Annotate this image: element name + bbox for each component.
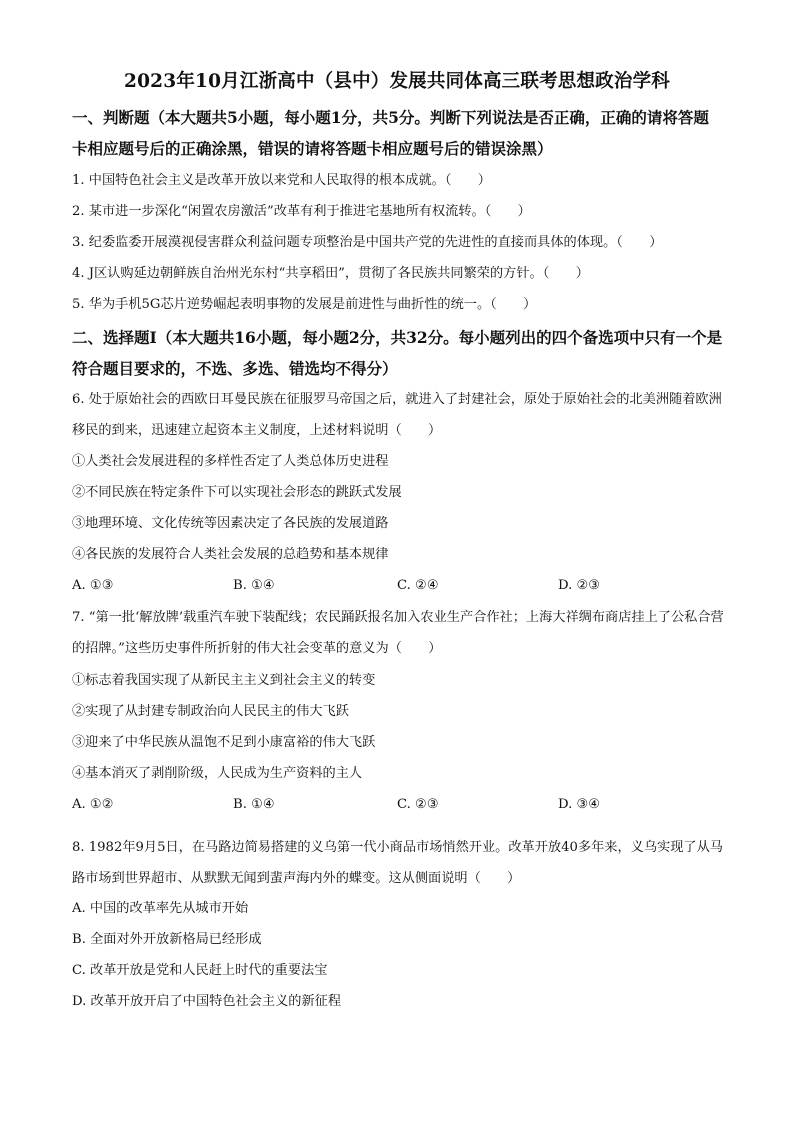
judgment-2: 2. 某市进一步深化“闲置农房激活”改革有利于推进宅基地所有权流转。（ ）: [72, 204, 531, 219]
question-6-option-b: B. ①④: [233, 578, 275, 593]
question-6-option-a: A. ①③: [72, 578, 114, 593]
question-7-option-a: A. ①②: [72, 797, 114, 812]
question-8-option-a: A. 中国的改革率先从城市开始: [72, 901, 249, 916]
question-7-item-4: ④基本消灭了剥削阶级，人民成为生产资料的主人: [72, 766, 363, 781]
question-6-options: [72, 576, 732, 596]
judgment-5: 5. 华为手机5G芯片逆势崛起表明事物的发展是前进性与曲折性的统一。（ ）: [72, 297, 537, 312]
question-7-stem: 7. “第一批‘解放牌’载重汽车驶下装配线；农民踊跃报名加入农业生产合作社；上海大祥绸布商店挂上了公私合营的招牌。”这些历史事件所折射的伟大社会变革的意义为（ ）: [72, 610, 724, 656]
question-6-item-4: ④各民族的发展符合人类社会发展的总趋势和基本规律: [72, 547, 389, 562]
section-1-heading: 一、判断题（本大题共5小题，每小题1分，共5分。判断下列说法是否正确，正确的请将答题卡相应题号后的正确涂黑，错误的请将答题卡相应题号后的错误涂黑）: [72, 108, 709, 158]
question-6-item-3: ③地理环境、文化传统等因素决定了各民族的发展道路: [72, 516, 389, 531]
question-8-option-b: B. 全面对外开放新格局已经形成: [72, 932, 262, 947]
judgment-4: 4. J区认购延边朝鲜族自治州光东村“共享稻田”，贯彻了各民族共同繁荣的方针。（ ）: [72, 266, 589, 281]
judgment-3: 3. 纪委监委开展漠视侵害群众利益问题专项整治是中国共产党的先进性的直接而具体的体现。（ ）: [72, 235, 663, 250]
question-6-option-d: D. ②③: [558, 578, 601, 593]
question-7-option-d: D. ③④: [558, 797, 601, 812]
question-7-option-b: B. ①④: [233, 797, 275, 812]
question-6-stem: 6. 处于原始社会的西欧日耳曼民族在征服罗马帝国之后，就进入了封建社会，原处于原始社会的北美洲随着欧洲移民的到来，迅速建立起资本主义制度，上述材料说明（ ）: [72, 392, 722, 438]
question-7-option-c: C. ②③: [397, 797, 439, 812]
question-7-options: [72, 795, 732, 815]
section-2-heading: 二、选择题Ⅰ（本大题共16小题，每小题2分，共32分。每小题列出的四个备选项中只有一个是符合题目要求的，不选、多选、错选均不得分）: [72, 328, 723, 378]
question-7-item-2: ②实现了从封建专制政治向人民民主的伟大飞跃: [72, 704, 349, 719]
question-8-option-d: D. 改革开放开启了中国特色社会主义的新征程: [72, 994, 342, 1009]
judgment-1: 1. 中国特色社会主义是改革开放以来党和人民取得的根本成就。（ ）: [72, 173, 491, 188]
question-6-item-2: ②不同民族在特定条件下可以实现社会形态的跳跃式发展: [72, 485, 402, 500]
question-7-item-3: ③迎来了中华民族从温饱不足到小康富裕的伟大飞跃: [72, 735, 376, 750]
question-6-item-1: ①人类社会发展进程的多样性否定了人类总体历史进程: [72, 454, 389, 469]
question-8-stem: 8. 1982年9月5日，在马路边简易搭建的义乌第一代小商品市场悄然开业。改革开放40多年来，义乌实现了从马路市场到世界超市、从默默无闻到蜚声海内外的蝶变。这从侧面说明（ ）: [72, 840, 723, 886]
question-7-item-1: ①标志着我国实现了从新民主主义到社会主义的转变: [72, 673, 376, 688]
question-6-option-c: C. ②④: [397, 578, 439, 593]
question-8-option-c: C. 改革开放是党和人民赶上时代的重要法宝: [72, 963, 328, 978]
exam-title: 2023年10月江浙高中（县中）发展共同体高三联考思想政治学科: [124, 71, 670, 92]
